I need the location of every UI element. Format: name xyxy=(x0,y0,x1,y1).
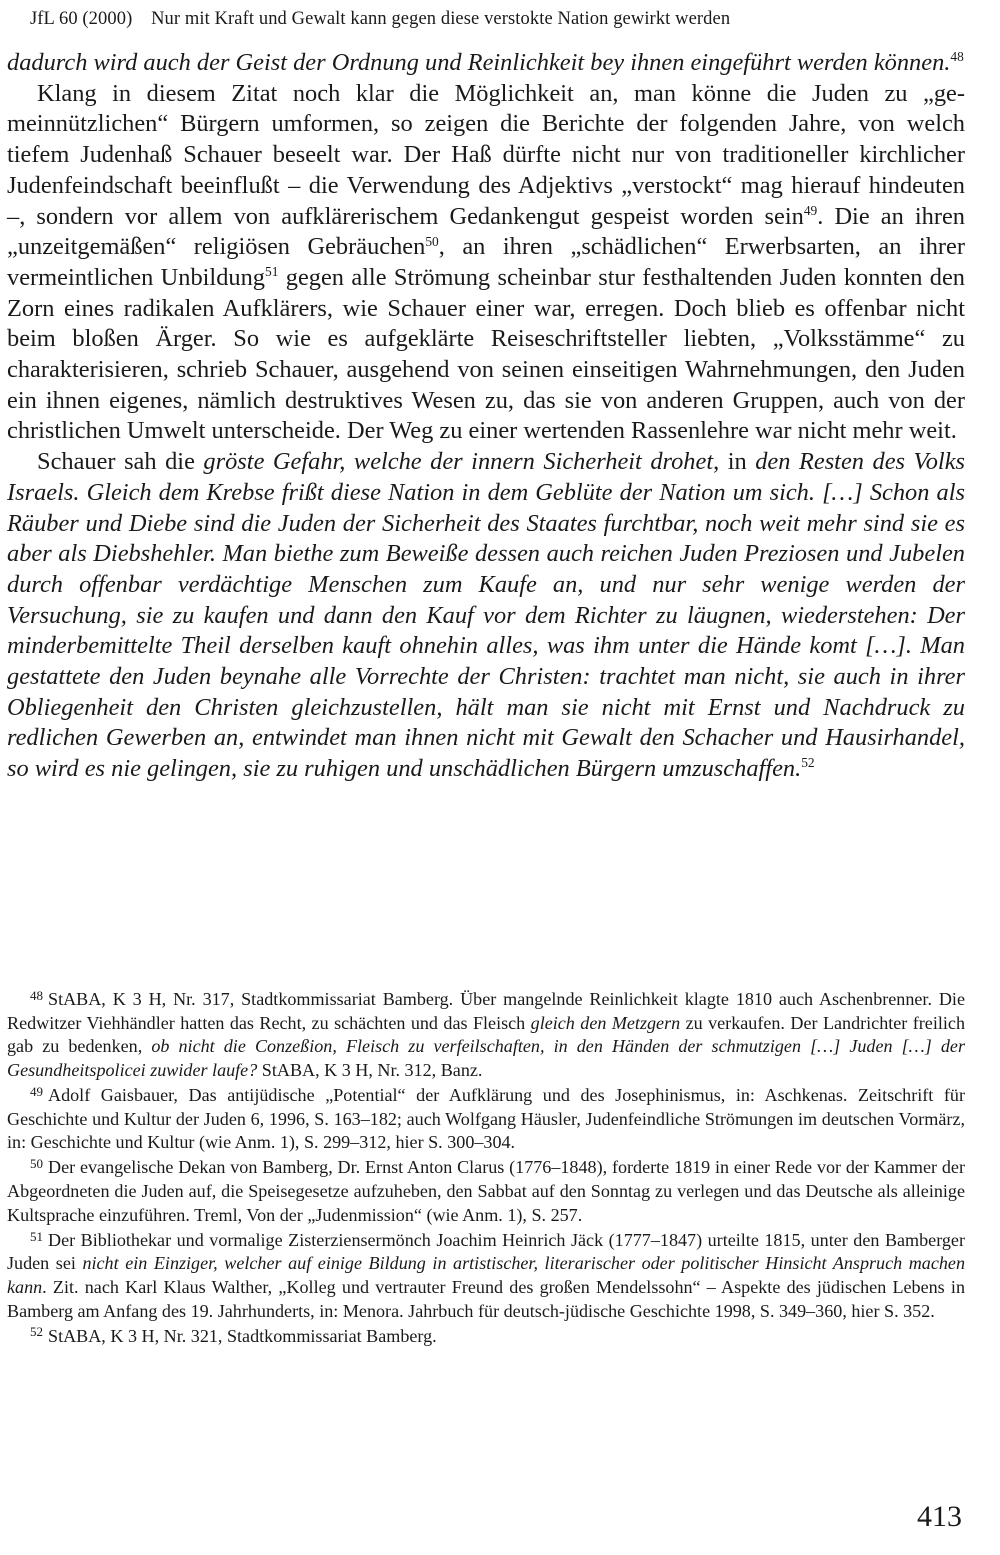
footnote-text: StABA, K 3 H, Nr. 321, Stadtkommissariat Bamberg. xyxy=(48,1325,437,1346)
footnote-number: 51 xyxy=(30,1228,44,1244)
journal-citation: JfL 60 (2000) xyxy=(30,9,133,29)
footnote-italic: nicht ein Einziger, welcher auf einige Bildung in artistischer, literarischer oder politischer Hinsicht Anspruch machen kann xyxy=(7,1253,966,1297)
footnote-ref-51: 51 xyxy=(264,264,279,280)
footnote-text: zu verkaufen. Der Landrichter freilich gab zu bedenken, xyxy=(7,1012,965,1057)
footnote-number: 50 xyxy=(30,1156,44,1172)
footnote-text: Der Bibliothekar und vormalige Zisterziensermönch Joachim Heinrich Jäck (1777–1847) urteilte 1815, unter den Bamberger Juden sei xyxy=(7,1229,965,1274)
running-title: Nur mit Kraft und Gewalt kann gegen diese verstokte Nation gewirkt werden xyxy=(151,9,731,29)
footnote-52 xyxy=(7,1325,965,1349)
footnotes xyxy=(7,988,965,1350)
footnote-ref-50: 50 xyxy=(425,233,439,249)
footnote-text: Der evangelische Dekan von Bamberg, Dr. Ernst Anton Clarus (1776–1848), forderte 1819 in einer Rede vor der Kammer der Abgeordneten die Juden auf, die Speisegesetze aufzuheben, den Sabbat auf den Sonntag zu verlegen und das Deutsche als alleinige Kultsprache einzuführen. Treml, Von der „Judenmission“ (wie Anm. 1), S. 257. xyxy=(7,1157,965,1225)
footnote-49 xyxy=(7,1084,965,1155)
footnote-text: . Zit. nach Karl Klaus Walther, „Kolleg und vertrauter Freund des großen Mendelssohn“ – Aspekte des jüdischen Lebens in Bamberg am Anfang des 19. Jahrhunderts, in: Menora. Jahrbuch für deutsch-jüdische Geschichte 1998, S. 349–360, hier S. 352. xyxy=(7,1276,965,1321)
footnote-italic: gleich den Metzgern xyxy=(530,1012,681,1033)
footnote-text: Adolf Gaisbauer, Das antijüdische „Potential“ der Aufklärung und des Josephinismus, in: Aschkenas. Zeitschrift für Geschichte und Kultur der Juden 6, 1996, S. 163–182; auch Wolfgang Häusler, Judenfeindliche Strömungen im deutschen Vormärz, in: Geschichte und Kultur (wie Anm. 1), S. 299–312, hier S. 300–304. xyxy=(7,1084,965,1153)
footnote-number: 52 xyxy=(30,1324,44,1340)
footnote-text: StABA, K 3 H, Nr. 312, Banz. xyxy=(257,1059,483,1080)
main-text xyxy=(7,48,965,785)
text-run: Klang in diesem Zitat noch klar die Möglichkeit an, man könne die Juden zu „gemeinnützlichen“ Bürgern umformen, so zeigen die Berichte der folgenden Jahre, von welch tiefem Judenhaß Schauer beseelt war. Der Haß dürfte nicht nur von traditioneller kirchlicher Judenfeindschaft beeinflußt – die Verwendung des Adjektivs „verstockt“ mag hierauf hindeuten –, sondern vor allem von aufklärerischem Gedankengut gespeist worden sein xyxy=(7,79,965,230)
paragraph-schauer-quote xyxy=(7,447,965,785)
footnote-51 xyxy=(7,1229,965,1323)
page-number: 413 xyxy=(917,1500,962,1533)
text-run: Schauer sah die xyxy=(37,448,204,476)
text-run: , in xyxy=(713,448,756,476)
text-run: gegen alle Strömung scheinbar stur festhaltenden Juden konnten den Zorn eines radikalen Aufklärers, wie Schauer einer war, erregen. Doch blieb es offenbar nicht beim bloßen Ärger. So wie es aufgeklärte Reiseschriftsteller liebten, „Volksstämme“ zu charakterisieren, schrieb Schauer, ausgehend von seinen einseitigen Wahrnehmungen, den Juden ein ihnen eigenes, nämlich destruktives Wesen zu, das sie von anderen Gruppen, auch von der christlichen Umwelt unterscheide. Der Weg zu einer wertenden Rassenlehre war nicht mehr weit. xyxy=(7,263,965,445)
footnote-ref-49: 49 xyxy=(803,202,818,218)
italic-quote: gröste Gefahr, welche der innern Sicherheit drohet xyxy=(203,448,714,476)
quote-text: dadurch wird auch der Geist der Ordnung und Reinlichkeit bey ihnen eingeführt werden können. xyxy=(7,49,951,76)
paragraph-quote-end xyxy=(7,48,965,79)
footnote-ref-52: 52 xyxy=(801,755,815,771)
footnote-number: 49 xyxy=(30,1083,44,1099)
text-run: . Die an ihren „unzeitgemäßen“ religiösen Gebräuchen xyxy=(7,202,965,261)
italic-quote: den Resten des Volks Israels. Gleich dem Krebse frißt diese Nation in dem Geblüte der Nation um sich. […] Schon als Räuber und Diebe sind die Juden der Sicherheit des Staates furchtbar, noch weit mehr sind sie es aber als Diebshehler. Man biethe zum Beweiße dessen auch reichen Juden Preziosen und Jubelen durch offenbar verdächtige Menschen zum Kaufe an, und nur sehr wenige werden der Versuchung, sie zu kaufen und dann den Kauf vor dem Richter zu läugnen, wiederstehen: Der minderbemittelte Theil derselben kauft ohnehin alles, was ihm unter die Hände komt […]. Man gestattete den Juden beynahe alle Vorrechte der Christen: trachtet man nicht, sie auch in ihrer Obliegenheit den Christen gleichzustellen, hält man sie nicht mit Ernst und Nachdruck zu redlichen Gewerben an, entwindet man ihnen nicht mit Gewalt den Schacher und Hausirhandel, so wird es nie gelingen, sie zu ruhigen und unschädlichen Bürgern umzuschaffen. xyxy=(7,448,966,783)
text-run: , an ihren „schädlichen“ Erwerbsarten, an ihrer vermeintlichen Unbildung xyxy=(7,233,965,291)
running-header xyxy=(30,8,970,30)
footnote-italic: ob nicht die Conzeßion, Fleisch zu verfeilschaften, in den Händen der schmutzigen […] Juden […] der Gesundheitspolicei zuwider laufe? xyxy=(7,1036,965,1080)
paragraph-analysis xyxy=(7,79,965,447)
footnote-50 xyxy=(7,1156,965,1227)
footnote-text: StABA, K 3 H, Nr. 317, Stadtkommissariat Bamberg. Über mangelnde Reinlichkeit klagte 1810 auch Aschenbrenner. Die Redwitzer Viehhändler hatten das Recht, zu schächten und das Fleisch xyxy=(7,989,965,1033)
footnote-ref-48: 48 xyxy=(950,49,964,65)
footnote-number: 48 xyxy=(30,987,44,1003)
footnote-48 xyxy=(7,988,965,1082)
